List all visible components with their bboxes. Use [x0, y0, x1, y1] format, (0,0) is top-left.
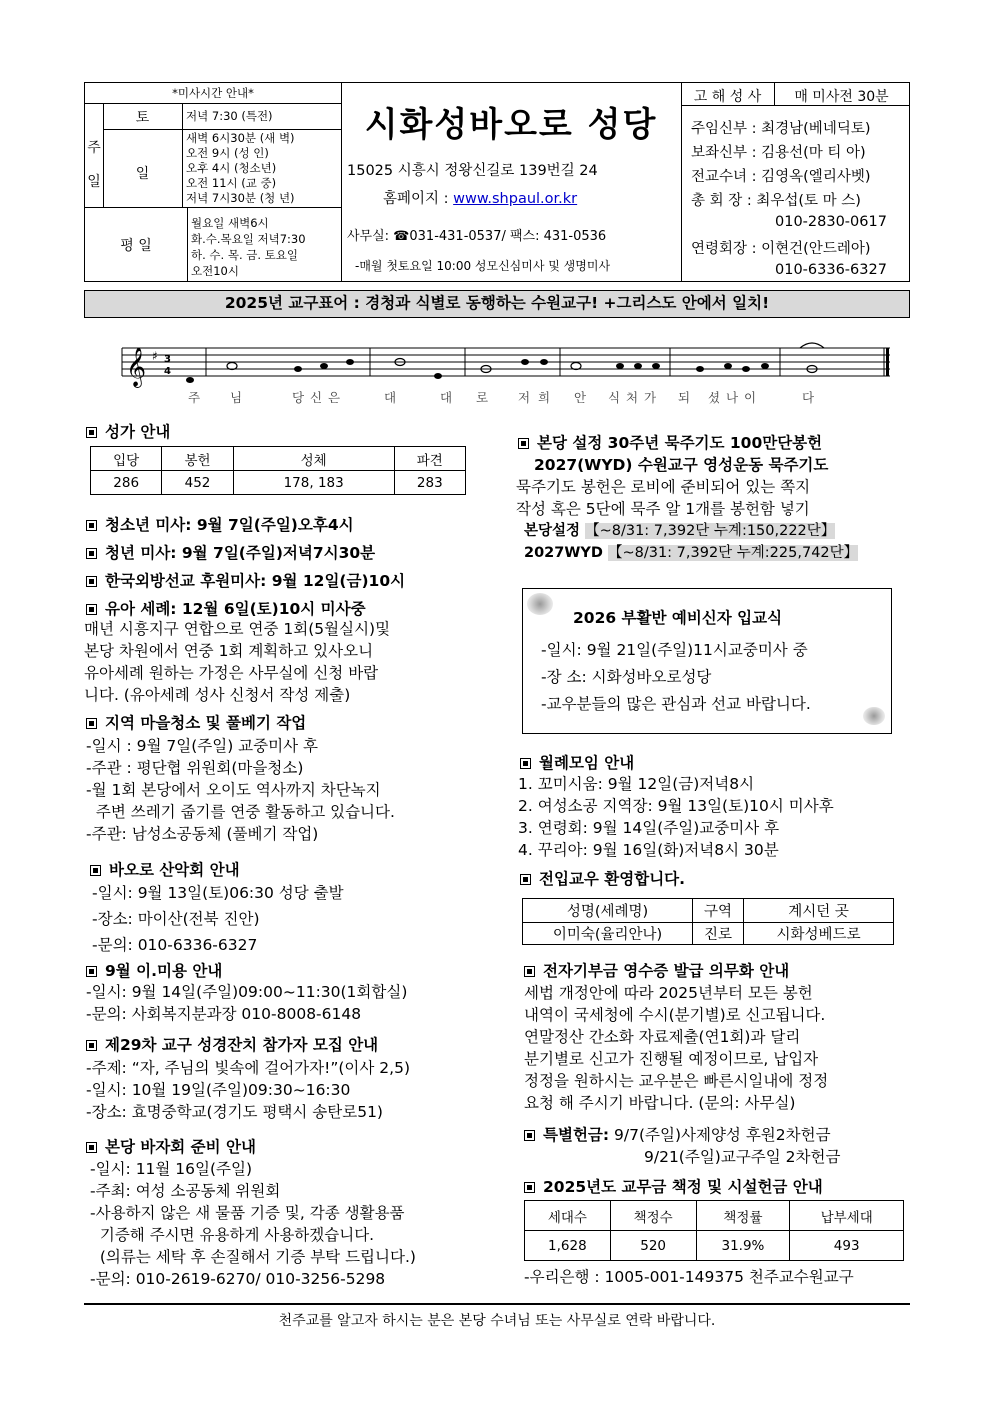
cleaning-title: 지역 마을청소 및 풀베기 작업	[86, 712, 306, 734]
catechumen-title: 2026 부활반 예비신자 입교식	[573, 609, 783, 627]
baptism-body: 매년 시흥지구 연합으로 연중 1회(5월실시)및 본당 차원에서 연중 1회 계획하고 있사오니 유아세례 원하는 가정은 사무실에 신청 바랍 니다. (유아세례 성사 신청서 작성 제출)	[84, 620, 391, 704]
special-collection-2: 9/21(주일)교구주일 2차헌금	[644, 1148, 841, 1166]
header-box	[84, 82, 910, 282]
bazaar-body: -일시: 11월 16일(주일) -주최: 여성 소공동체 위원회 -사용하지 않은 새 물품 기증 및, 각종 생활용품 기증해 주시면 유용하게 사용하겠습니다. (의류는 세탁 후 손질해서 기증 부탁 드립니다.) -문의: 010-2619-6270/ 010-3256-5298	[90, 1160, 416, 1288]
youth-mass: 청소년 미사: 9월 7일(주일)오후4시	[86, 514, 354, 536]
confession-time: 매 미사전 30분	[794, 89, 889, 105]
hymn-header: 성체	[233, 447, 394, 471]
footer-divider	[84, 1303, 910, 1305]
catechumen-box	[522, 588, 892, 734]
young-adult-mass: 청년 미사: 9월 7일(주일)저녁7시30분	[86, 542, 375, 564]
hymn-header: 파견	[394, 447, 465, 471]
square-bullet-icon	[86, 1040, 97, 1051]
square-bullet-icon	[520, 874, 531, 885]
sunday-times: 새벽 6시30분 (새 벽) 오전 9시 (성 인) 오후 4시 (청소년) 오전 11시 (교 중) 저녁 7시30분 (청 년)	[186, 131, 295, 205]
monthly-title: 월례모임 안내	[520, 752, 634, 774]
hymn-table	[90, 446, 466, 495]
rosary-subtitle: 2027(WYD) 수원교구 영성운동 묵주기도	[534, 456, 829, 474]
sunday-day: 일	[135, 166, 150, 182]
decor-circle-icon	[863, 707, 885, 725]
dues-table: 세대수 책정수 책정률 납부세대 1,628 520 31.9% 493	[524, 1200, 904, 1261]
homepage-link[interactable]: www.shpaul.or.kr	[453, 191, 578, 207]
bible-body: -주제: “자, 주님의 빛속에 걸어가자!”(이사 2,5) -일시: 10월 19일(주일)09:30~16:30 -장소: 효명중학교(경기도 평택시 송탄로51)	[86, 1059, 410, 1121]
parish-address: 15025 시흥시 정왕신길로 139번길 24	[347, 163, 598, 179]
hymn-value: 283	[394, 471, 465, 495]
homepage: 홈페이지 : www.shpaul.or.kr	[383, 191, 578, 207]
footer-note: 천주교를 알고자 하시는 분은 본당 수녀님 또는 사무실로 연락 바랍니다.	[278, 1313, 716, 1329]
svg-text:4: 4	[164, 366, 171, 377]
baptism-title: 유아 세례: 12월 6일(토)10시 미사중	[86, 598, 366, 620]
parish-name: 시화성바오로 성당	[364, 105, 658, 145]
saturday-label: 토	[135, 110, 150, 126]
catechumen-body: -일시: 9월 21일(주일)11시교중미사 중 -장 소: 시화성바오로성당 -교우분들의 많은 관심과 선교 바랍니다.	[541, 641, 811, 713]
first-saturday-note: -매월 첫토요일 10:00 성모신심미사 및 생명미사	[355, 259, 611, 273]
hymn-value: 452	[162, 471, 233, 495]
tax-title: 전자기부금 영수증 발급 의무화 안내	[524, 960, 789, 982]
square-bullet-icon	[86, 718, 97, 729]
haircut-title: 9월 이.미용 안내	[86, 960, 222, 982]
square-bullet-icon	[518, 438, 529, 449]
bank-account: -우리은행 : 1005-001-149375 천주교수원교구	[524, 1268, 854, 1286]
mission-mass: 한국외방선교 후원미사: 9월 12일(금)10시	[86, 570, 405, 592]
mass-title: *미사시간 안내*	[172, 86, 254, 100]
square-bullet-icon	[86, 548, 97, 559]
hymn-value: 178, 183	[233, 471, 394, 495]
svg-text:3: 3	[164, 354, 171, 365]
welcome-title: 전입교우 환영합니다.	[520, 868, 685, 890]
square-bullet-icon	[524, 1130, 535, 1141]
hiking-body: -일시: 9월 13일(토)06:30 성당 출발 -장소: 마이산(전북 진안) -문의: 010-6336-6327	[92, 884, 344, 954]
square-bullet-icon	[524, 966, 535, 977]
hymn-title: 성가 안내	[86, 421, 170, 443]
sunday-label: 주 일	[87, 140, 101, 190]
square-bullet-icon	[86, 604, 97, 615]
hymn-value: 286	[91, 471, 162, 495]
saturday-time: 저녁 7:30 (특전)	[186, 109, 273, 123]
music-staff	[120, 338, 900, 388]
hiking-title: 바오로 산악회 안내	[90, 859, 240, 881]
bazaar-title: 본당 바자회 준비 안내	[86, 1136, 256, 1158]
square-bullet-icon	[86, 1142, 97, 1153]
staff-list: 주임신부 : 최경남(베네딕토) 보좌신부 : 김용선(마 티 아) 전교수녀 : 김영옥(엘리사벳) 총 회 장 : 최우섭(토 마 스) 010-2830-0617 연령회장 : 이현건(안드레아) 010-6336-6327	[691, 121, 887, 278]
square-bullet-icon	[86, 427, 97, 438]
dues-title: 2025년도 교무금 책정 및 시설헌금 안내	[524, 1176, 823, 1198]
svg-text:𝄞: 𝄞	[126, 347, 147, 387]
tax-body: 세법 개정안에 따라 2025년부터 모든 봉헌 내역이 국세청에 수시(분기별)로 신고됩니다. 연말정산 간소화 자료제출(연1회)과 달리 분기별로 신고가 진행될 예정이므로, 납입자 정정을 원하시는 교우분은 빠른시일내에 정정 요청 해 주시기 바랍니다. (문의: 사무실)	[524, 984, 829, 1112]
cleaning-body: -일시 : 9월 7일(주일) 교중미사 후 -주관 : 평단협 위원회(마을청소) -월 1회 본당에서 오이도 역사까지 차단녹지 주변 쓰레기 줍기를 연중 활동하고 있습니다. -주관: 남성소공동체 (풀베기 작업)	[86, 737, 395, 843]
monthly-body: 1. 꼬미시움: 9월 12일(금)저녁8시 2. 여성소공 지역장: 9월 13일(토)10시 미사후 3. 연령회: 9월 14일(주일)교중미사 후 4. 꾸리아: 9월 16일(화)저녁8시 30분	[518, 775, 834, 859]
special-collection: 특별헌금: 9/7(주일)사제양성 후원2차헌금	[524, 1124, 831, 1146]
confession-label: 고 해 성 사	[693, 89, 762, 105]
hymn-header: 입당	[91, 447, 162, 471]
rosary-title: 본당 설정 30주년 묵주기도 100만단봉헌	[518, 432, 822, 454]
square-bullet-icon	[90, 865, 101, 876]
square-bullet-icon	[86, 520, 97, 531]
weekday-times: 월요일 새벽6시 화.수.목요일 저녁7:30 하. 수. 목. 금. 토요일 오전10시	[191, 216, 306, 278]
bible-title: 제29차 교구 성경잔치 참가자 모집 안내	[86, 1034, 378, 1056]
square-bullet-icon	[520, 758, 531, 769]
weekday-label: 평 일	[120, 238, 152, 254]
diocese-motto: 2025년 교구표어 : 경청과 식별로 동행하는 수원교구! +그리스도 안에서 일치!	[84, 290, 910, 318]
square-bullet-icon	[524, 1182, 535, 1193]
square-bullet-icon	[86, 576, 97, 587]
rosary-body: 묵주기도 봉헌은 로비에 준비되어 있는 쪽지 작성 혹은 5단에 묵주 알 1개를 봉헌함 넣기	[516, 478, 811, 518]
square-bullet-icon	[86, 966, 97, 977]
haircut-body: -일시: 9월 14일(주일)09:00~11:30(1회합실) -문의: 사회복지분과장 010-8008-6148	[86, 983, 408, 1023]
office-contact: 사무실: ☎031-431-0537/ 팩스: 431-0536	[347, 229, 607, 244]
hymn-header: 봉헌	[162, 447, 233, 471]
welcome-table: 성명(세례명) 구역 계시던 곳 이미숙(율리안나) 진로 시화성베드로	[522, 898, 894, 945]
decor-circle-icon	[527, 593, 553, 615]
rosary-parish-count: 본당설정 【~8/31: 7,392단 누계:150,222단】	[524, 523, 836, 539]
rosary-wyd-count: 2027WYD 【~8/31: 7,392단 누계:225,742단】	[524, 545, 859, 561]
svg-text:♯: ♯	[152, 349, 158, 363]
